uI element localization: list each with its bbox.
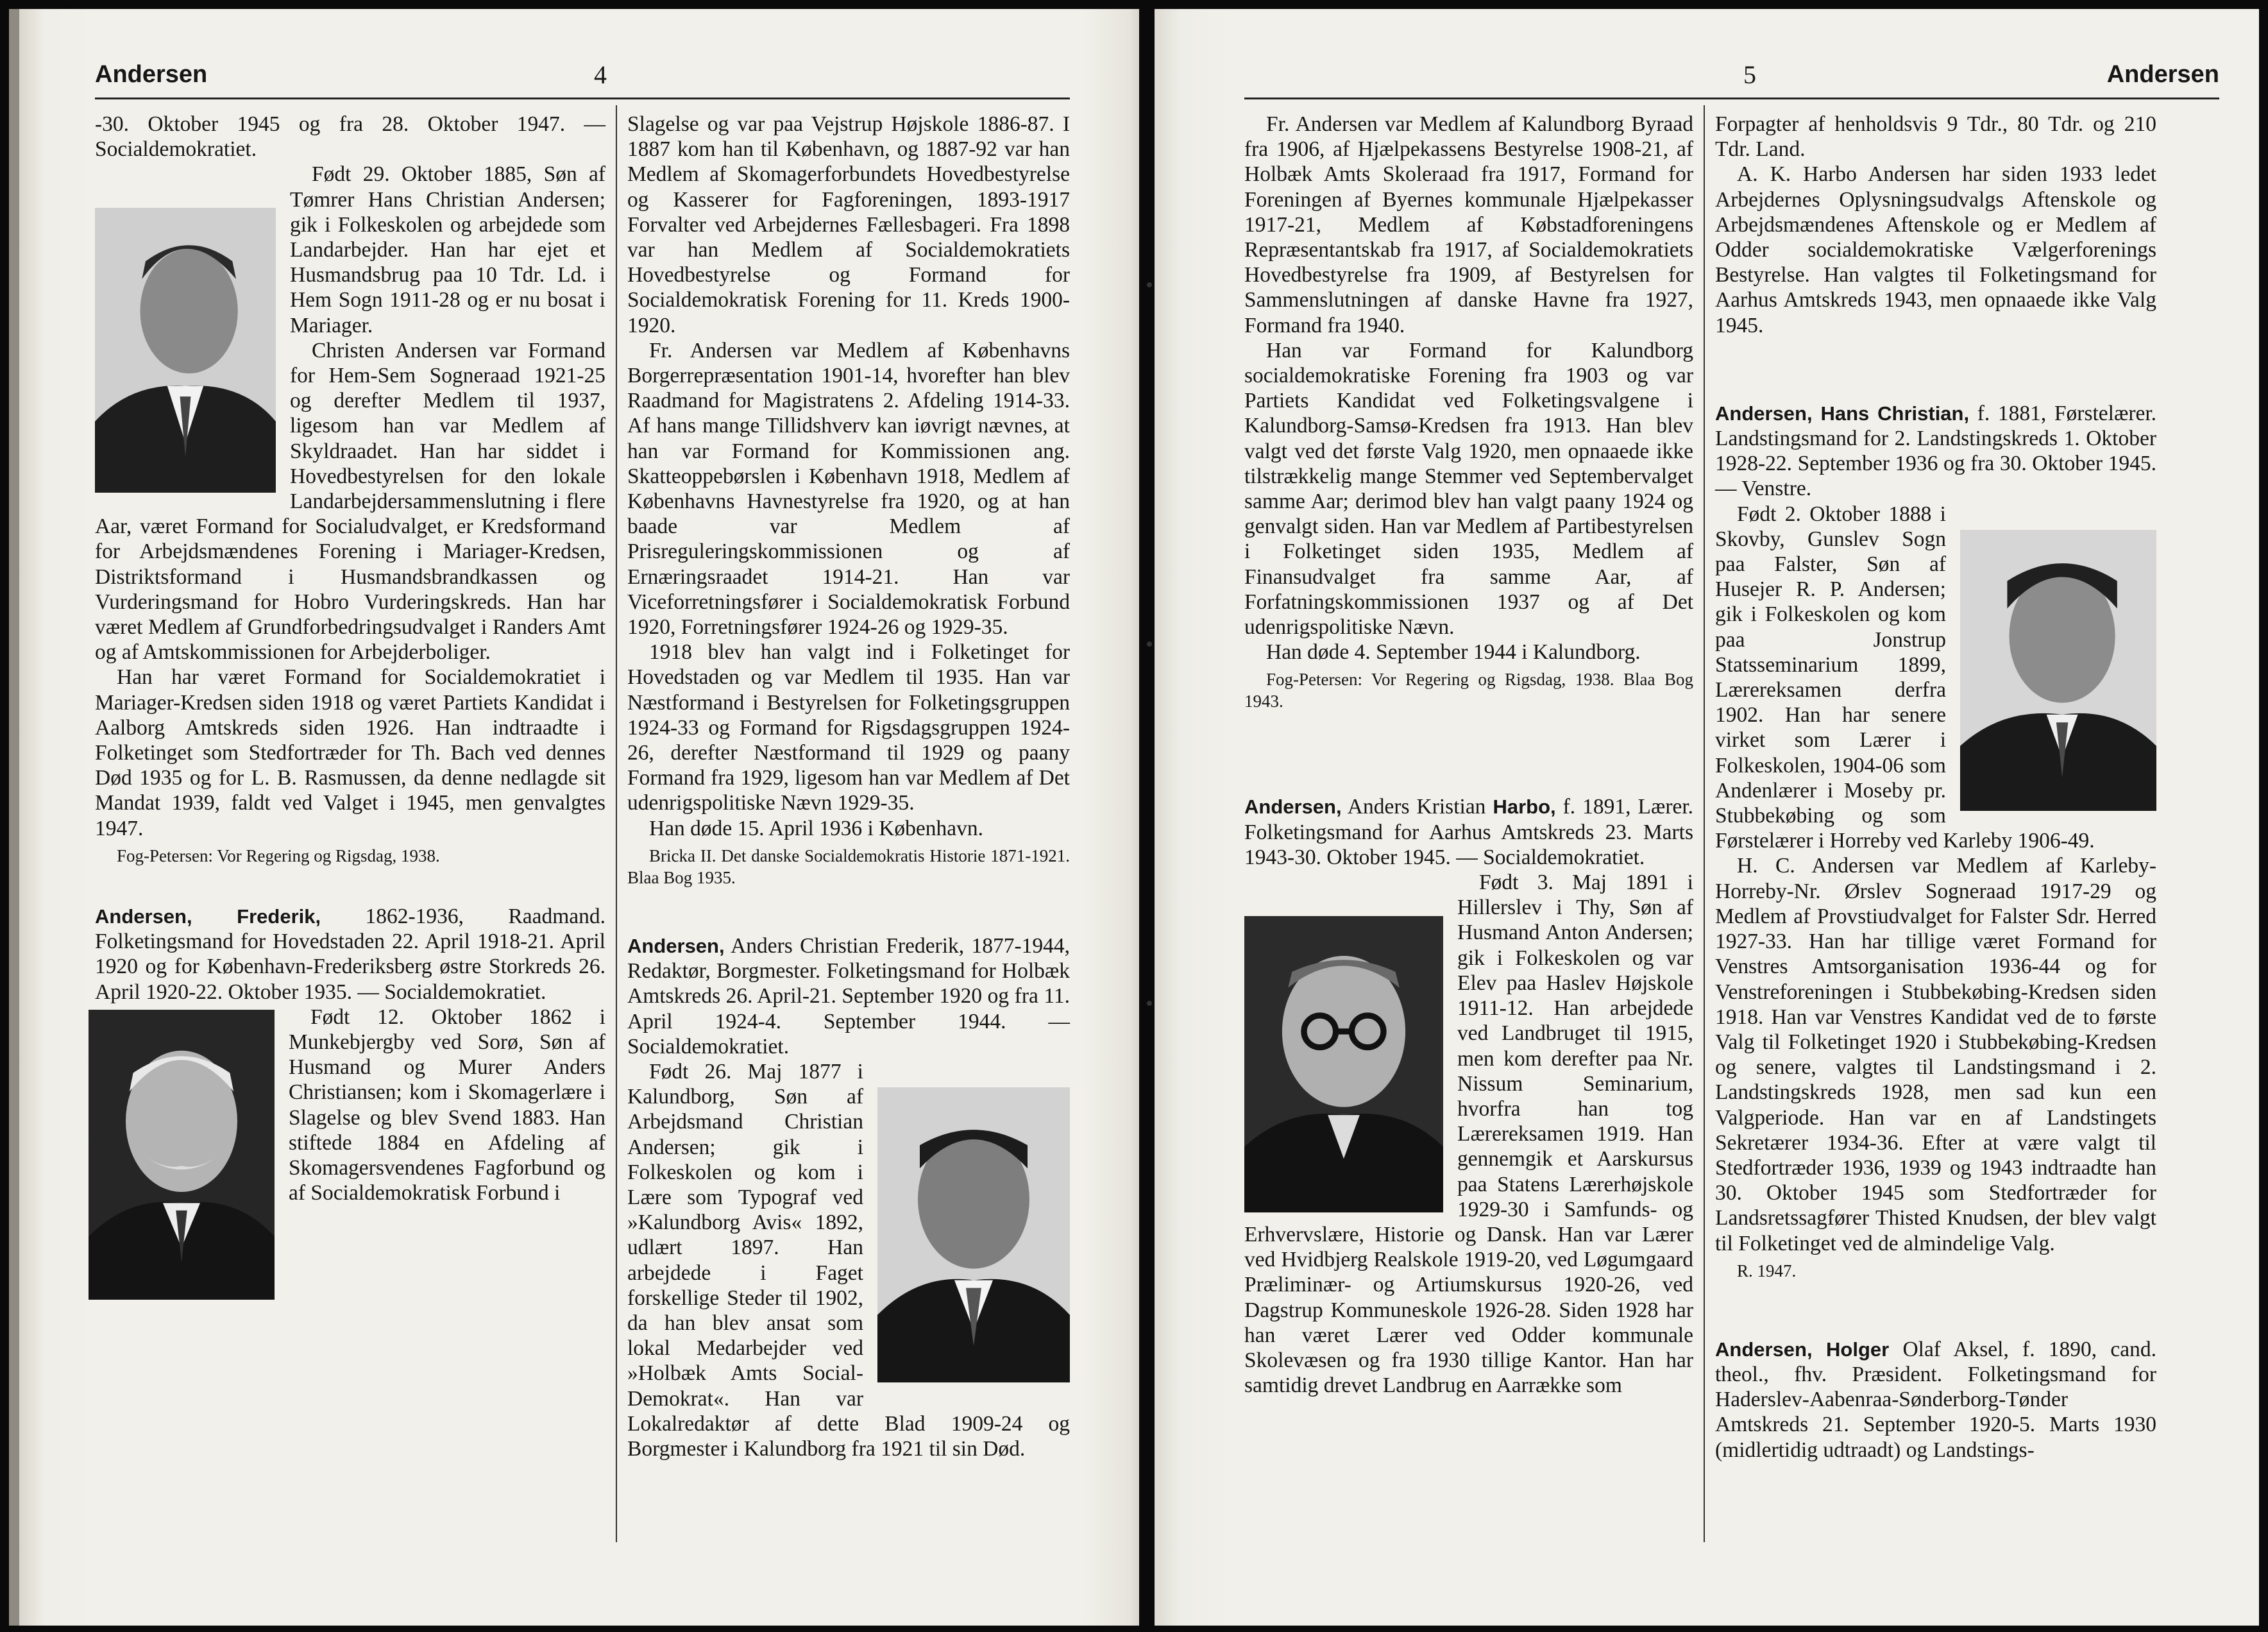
portrait-anders-christian-frederik-andersen: [877, 1087, 1070, 1382]
running-head: Andersen: [95, 61, 208, 88]
paragraph: Født 29. Oktober 1885, Søn af Tømrer Hans Christian Andersen; gik i Folkeskolen og arbejdede som Landarbejder. Han har ejet et Husmandsbrug paa 10 Tdr. Ld. i Hem Sogn 1911-28 og er nu bosat i Mariager.: [290, 162, 605, 337]
entry-lead: Andersen, Hans Christian,: [1715, 402, 1970, 425]
paragraph: Han døde 15. April 1936 i København.: [649, 816, 984, 840]
entry-lead: Andersen,: [1244, 795, 1342, 819]
binding-mark: [1147, 642, 1152, 647]
page-header-right: [1244, 51, 2219, 99]
entry-lead: Andersen, Frederik,: [95, 905, 321, 928]
portrait-image: [95, 208, 276, 493]
portrait-image: [877, 1087, 1070, 1382]
entry-anders-christian-frederik-andersen: Andersen, Anders Christian Frederik, 1877-1944, Redaktør, Borgmester. Folketingsmand for Holbæk Amtskreds 26. April-21. September 1920 og fra 11. April 1924-4. September 1944. — Socialdemokratiet.: [627, 933, 1070, 1058]
right-column-1: [1244, 112, 1693, 1398]
paragraph: A. K. Harbo Andersen har siden 1933 ledet Arbejdernes Oplysningsudvalgs Aftenskole og Arbejdsmændenes Aftenskole og er Medlem af Odder socialdemokratiske Vælgerforenings Bestyrelse. Han valgtes til Folketingsmand for Aarhus Amtskreds 1943, men opnaaede ikke Valg 1945.: [1715, 162, 2156, 337]
left-page: [9, 9, 1139, 1626]
paragraph: Forpagter af henholdsvis 9 Tdr., 80 Tdr. og 210 Tdr. Land.: [1715, 112, 2156, 162]
entry-hans-christian-andersen: Andersen, Hans Christian, f. 1881, Førstelærer. Landstingsmand for 2. Landstingskreds 1. Oktober 1928-22. September 1936 og fra 30. Oktober 1945. — Venstre.: [1715, 401, 2157, 501]
portrait-frederik-andersen: [89, 1010, 275, 1300]
entry-lead: Andersen,: [627, 934, 725, 957]
paragraph: Fr. Andersen var Medlem af Kalundborg Byraad fra 1906, af Hjælpekassens Bestyrelse 1908-21, af Holbæk Amts Skoleraad fra 1917, Formand for Foreningen af Byernes kommunale Hjælpekasser 1917-21, Medlem af Købstadforeningens Repræsentantskab fra 1917, af Socialdemokratiets Hovedbestyrelse fra 1909, af Bestyrelsen for Sammenslutningen af danske Havne fra 1927, Formand fra 1940.: [1244, 112, 1693, 337]
page-number: 4: [594, 60, 607, 89]
paragraph: Født 2. Oktober 1888 i Skovby, Gunslev Sogn paa Falster, Søn af Husejer R. P. Andersen; gik i Folkeskolen og kom paa Jonstrup Statsseminarium 1899, Lærereksamen derfra 1902. Han har senere virket som Lærer i Folkeskolen, 1904-06 som Andenlærer i Moseby pr. Stubbekøbing og som Førstelærer i Horreby ved Karleby 1906-49.: [1715, 502, 2095, 853]
right-column-2: [1715, 112, 2156, 1463]
source-note: R. 1947.: [1737, 1261, 1797, 1280]
paragraph: -30. Oktober 1945 og fra 28. Oktober 1947. — Socialdemokratiet.: [95, 112, 605, 162]
binding-mark: [1147, 1001, 1152, 1006]
portrait-image: [1244, 916, 1443, 1212]
source-note: Fog-Petersen: Vor Regering og Rigsdag, 1938.: [117, 846, 440, 865]
left-column-1: [95, 112, 605, 1304]
column-rule: [616, 105, 617, 1542]
left-column-2: [627, 112, 1070, 1461]
paragraph: Født 26. Maj 1877 i Kalundborg, Søn af Arbejdsmand Christian Andersen; gik i Folkeskolen og kom i Lære som Typograf ved »Kalundborg Avis« 1892, udlært 1897. Han arbejdede i Faget forskellige Steder til 1902, da han blev ansat som lokal Medarbejder ved »Holbæk Amts Social-Demokrat«. Han var Lokalredaktør af dette Blad 1909-24 og Borgmester i Kalundborg fra 1921 til sin Død.: [627, 1059, 1070, 1461]
paragraph: H. C. Andersen var Medlem af Karleby-Horreby-Nr. Ørslev Sogneraad 1917-29 og Medlem af Provstiudvalget for Falster Sdr. Herred 1927-33. Han har tillige været Formand for Venstres Amtsorganisation 1936-44 og for Venstreforeningen i Stubbekøbing-Kredsen siden 1918. Han var Venstres Kandidat ved de to første Valg til Folketinget 1920 i Stubbekøbing-Kredsen og senere, valgtes til Landstingsmand i 2. Landstingskreds 1928, men sad kun een Valgperiode. Han var en af Landstingets Sekretærer 1934-36. Efter at være valgt til Stedfortræder 1936, 1939 og 1943 indtraadte han 30. Oktober 1945 som Stedfortræder for Landsretssagfører Thisted Knudsen, der blev valgt til Folketinget ved de almindelige Valg.: [1715, 854, 2156, 1255]
paragraph: Han døde 4. September 1944 i Kalundborg.: [1266, 640, 1641, 665]
entry-lead: Andersen, Holger: [1715, 1338, 1890, 1361]
entry-frederik-andersen: Andersen, Frederik, 1862-1936, Raadmand. Folketingsmand for Hovedstaden 22. April 1918-21. April 1920 og for København-Frederiksberg østre Storkreds 26. April 1920-22. Oktober 1935. — Socialdemokratiet.: [95, 904, 606, 1004]
paragraph: Slagelse og var paa Vejstrup Højskole 1886-87. I 1887 kom han til København, og 1887-92 var han Medlem af Skomagerforbundets Hovedbestyrelse og Kasserer for Fagforeningen, 1893-1917 Forvalter ved Arbejdernes Fællesbageri. Fra 1898 var han Medlem af Socialdemokratiets Hovedbestyrelse og Formand for Socialdemokratisk Forening for 11. Kreds 1900-1920.: [627, 112, 1070, 337]
paragraph: Han har været Formand for Socialdemokratiet i Mariager-Kredsen siden 1918 og været Partiets Kandidat i Aalborg Amtskreds siden 1926. Han indtraadte i Folketinget som Stedfortræder for Th. Bach ved dennes Død 1935 og for L. B. Rasmussen, da denne nedlagde sit Mandat 1939, faldt ved Valget i 1945, men genvalgtes 1947.: [95, 665, 605, 840]
portrait-christen-andersen: [95, 208, 276, 493]
binding-mark: [1147, 282, 1152, 287]
right-page: [1155, 9, 2259, 1626]
paragraph: Født 12. Oktober 1862 i Munkebjergby ved Sorø, Søn af Husmand og Murer Anders Christiansen; kom i Skomagerlære i Slagelse og blev Svend 1883. Han stiftede 1884 en Afdeling af Skomagersvendenes Fagforbund og af Socialdemokratisk Forbund i: [289, 1005, 605, 1205]
portrait-image: [1960, 530, 2156, 811]
page-number: 5: [1743, 60, 1756, 89]
portrait-hans-christian-andersen: [1960, 530, 2156, 811]
entry-anders-kristian-harbo-andersen: Andersen, Anders Kristian Harbo, f. 1891, Lærer. Folketingsmand for Aarhus Amtskreds 23. Marts 1943-30. Oktober 1945. — Socialdemokratiet.: [1244, 795, 1694, 869]
portrait-anders-kristian-harbo-andersen: [1244, 916, 1443, 1212]
column-rule: [1704, 105, 1705, 1542]
running-head: Andersen: [2106, 61, 2219, 88]
entry-holger-andersen: Andersen, Holger Olaf Aksel, f. 1890, cand. theol., fhv. Præsident. Folketingsmand for Haderslev-Aabenraa-Sønderborg-Tønder Amtskreds 21. September 1920-5. Marts 1930 (midlertidig udtraadt) og Landstings-: [1715, 1337, 2156, 1462]
paragraph: Han var Formand for Kalundborg socialdemokratiske Forening fra 1903 og var Partiets Kandidat ved Folketingsvalgene i Kalundborg-Samsø-Kredsen fra 1913. Han blev valgt ved det første Valg 1920, men opnaaede ikke tilstrækkelig mange Stemmer ved Septembervalget samme Aar; derimod blev han valgt paany 1924 og genvalgt siden. Han var Medlem af Partibestyrelsen i Folketinget siden 1935, Medlem af Finansudvalget fra samme Aar, af Forfatningskommissionen 1937 og af Det udenrigspolitiske Nævn.: [1244, 338, 1693, 640]
paragraph: Født 3. Maj 1891 i Hillerslev i Thy, Søn af Husmand Anton Andersen; gik i Folkeskolen og var Elev paa Haslev Højskole 1911-12. Han arbejdede ved Landbruget til 1915, men kom derefter paa Nr. Nissum Seminarium, hvorfra han tog Lærereksamen 1919. Han gennemgik et Aarskursus paa Statens Lærerhøjskole 1929-30 i Samfunds- og Erhvervslære, Historie og Dansk. Han var Lærer ved Hvidbjerg Realskole 1919-20, ved Løgumgaard Præliminær- og Artiumskursus 1920-26, ved Dagstrup Kommuneskole 1926-28. Siden 1928 har han været Lærer ved Odder kommunale Skolevæsen og fra 1930 tillige Kantor. Han har samtidig drevet Landbrug en Aarrække som: [1244, 871, 1693, 1398]
paragraph: 1918 blev han valgt ind i Folketinget for Hovedstaden og var Medlem til 1935. Han var Næstformand i Bestyrelsen for Folketingsgruppen 1924-33 og Formand for Rigsdagsgruppen 1924-26, derefter Næstformand til 1929 og paany Formand fra 1929, ligesom han var Medlem af Det udenrigspolitiske Nævn 1929-35.: [627, 640, 1070, 815]
source-note: Bricka II. Det danske Socialdemokratis Historie 1871-1921. Blaa Bog 1935.: [627, 846, 1070, 887]
portrait-image: [89, 1010, 275, 1300]
source-note: Fog-Petersen: Vor Regering og Rigsdag, 1938. Blaa Bog 1943.: [1244, 670, 1693, 711]
paragraph: Fr. Andersen var Medlem af Københavns Borgerrepræsentation 1901-14, hvorefter han blev Raadmand for Magistratens 2. Afdeling 1914-33. Af hans mange Tillidshverv kan iøvrigt nævnes, at han var Formand for Kommissionen ang. Skatteoppebørslen i København 1918, Medlem af Københavns Havnestyrelse fra 1920, og at han baade var Medlem af Prisreguleringskommissionen og af Ernæringsraadet 1914-21. Han var Viceforretningsfører i Socialdemokratisk Forbund 1920, Forretningsfører 1924-26 og 1929-35.: [627, 338, 1070, 640]
page-header-left: [95, 51, 1070, 99]
paragraph: Christen Andersen var Formand for Hem-Sem Sogneraad 1921-25 og derefter Medlem til 1937, ligesom han var Medlem af Skyldraadet. Han har siddet i Hovedbestyrelsen for den lokale Landarbejdersammenslutning i flere Aar, været Formand for Socialudvalget, er Kredsformand for Arbejdsmændenes Forening i Mariager-Kredsen, Distriktsformand i Husmandsbrandkassen og Vurderingsmand for Hobro Vurderingskreds. Han har været Medlem af Grundforbedringsudvalget i Randers Amt og af Amtskommissionen for Arbejderboliger.: [95, 338, 605, 665]
